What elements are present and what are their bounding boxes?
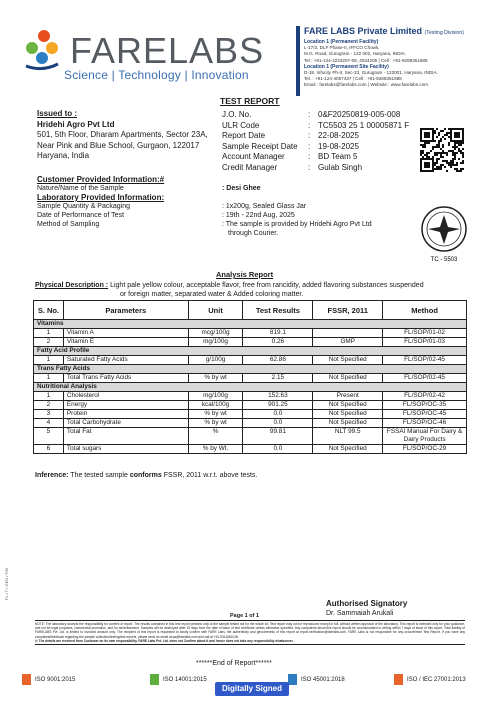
company-sub: (Testing Division): [424, 30, 465, 36]
meta-row: Sample Receipt Date : 19-08-2025: [222, 141, 359, 151]
table-cell: FL/SOP/01-03: [383, 338, 467, 347]
table-cell: FL/SOP/OC-29: [383, 445, 467, 454]
signatory-title: Authorised Signatory: [326, 599, 408, 608]
table-cell: Not Specified: [313, 419, 383, 428]
table-cell: FSSAI Manual For Dairy & Dairy Products: [383, 428, 467, 445]
cust-row-value: : 19th - 22nd Aug, 2025: [222, 212, 295, 219]
cert-mark-icon: [394, 674, 403, 685]
table-row: [34, 356, 467, 365]
table-cell: % by wt: [188, 419, 243, 428]
table-cell: FL/SOP/01-02: [383, 329, 467, 338]
table-cell: 0.0: [243, 410, 313, 419]
table-cell: 152.63: [243, 392, 313, 401]
nabl-seal-icon: [418, 205, 470, 263]
client-addr-1: 501, 5th Floor, Dharam Apartments, Sector 23A,: [37, 130, 208, 139]
meta-value: Gulab Singh: [318, 162, 363, 172]
table-cell: g/100g: [188, 356, 243, 365]
report-title: TEST REPORT: [220, 96, 280, 106]
meta-value: 0&F20250819-005-008: [318, 110, 401, 119]
table-cell: FL/SOP/OC-35: [383, 401, 467, 410]
inference-bold: conforms: [129, 472, 162, 479]
phys-label: Physical Description :: [35, 282, 109, 289]
table-cell: 6: [34, 445, 64, 454]
table-cell: mcg/100g: [188, 329, 243, 338]
table-cell: 901.25: [243, 401, 313, 410]
sample-name-value: Desi Ghee: [226, 185, 261, 192]
farelabs-logo-icon: [22, 28, 62, 72]
table-cell: % by wt: [188, 374, 243, 383]
issued-label: Issued to :: [37, 109, 78, 118]
logo-name: FARELABS: [70, 30, 265, 71]
table-cell: Not Specified: [313, 356, 383, 365]
loc2-title: Location 1 (Permanent Site Facility): [304, 63, 389, 70]
table-row: [34, 392, 467, 401]
note-last: #: The details are received from Customer on its own responsibility. FARE Labs Pvt. Ltd. does not Confirm about it and hence does not take any responsibility whatsoever.: [35, 638, 294, 643]
meta-label: Report Date: [222, 131, 266, 140]
table-cell: Not Specified: [313, 374, 383, 383]
loc2-addr: D-18, Infocity Ph-II, Sec-33, Gurugram - 122001, Haryana, INDIA.: [304, 70, 438, 76]
column-header: Method: [383, 301, 467, 320]
cert-label: ISO 45001:2018: [301, 676, 345, 683]
meta-label: Sample Receipt Date: [222, 141, 298, 151]
cust-row-label: Method of Sampling: [37, 221, 100, 228]
meta-value: TC5503 25 1 00005871 F: [318, 120, 410, 130]
qr-code-icon: [420, 128, 464, 172]
meta-value: 22-08-2025: [318, 131, 359, 140]
group-name: Nutritional Analysis: [34, 383, 467, 392]
table-cell: 819.1: [243, 329, 313, 338]
cert-label: ISO 9001:2015: [35, 676, 76, 683]
digitally-signed-badge: Digitally Signed: [215, 682, 289, 696]
table-cell: FL/SOP/02-45: [383, 374, 467, 383]
company-address-block: [296, 26, 496, 89]
column-header: FSSR, 2011: [313, 301, 383, 320]
table-cell: Vitamin A: [63, 329, 188, 338]
table-cell: Total sugars: [63, 445, 188, 454]
analysis-title: Analysis Report: [216, 270, 274, 279]
group-row: [34, 383, 467, 392]
cert-iso-45001: [288, 674, 345, 685]
phys-text-2: or foreign matter, separated water & Added coloring matter.: [120, 290, 304, 298]
table-cell: %: [188, 428, 243, 445]
cert-mark-icon: [22, 674, 31, 685]
table-cell: mg/100g: [188, 392, 243, 401]
meta-label: Account Manager: [222, 152, 285, 161]
table-cell: Total Fat: [63, 428, 188, 445]
table-cell: Vitamin E: [63, 338, 188, 347]
meta-label: ULR Code: [222, 120, 260, 130]
sample-name-label: Nature/Name of the Sample: [37, 185, 124, 192]
table-row: [34, 419, 467, 428]
table-cell: kcal/100g: [188, 401, 243, 410]
note-text: NOTE: The laboratory accepts the responsibility for content of report. The results contained in this test report pertains only to the sample tested not for the whole lot. Test report may not be reproduced except in full, without written approval of the laboratory. This report is intended only for your guidance, and not for legal purposes, commercial promotion, and for advertisement. Samples will be destroyed after 15 days from the date of issue of test certificate unless otherwise specified. Any complaints about this report should be communicated in writing within 7 days of issue of this report. Total liability of FARELABS Pvt. Ltd. is limited to invoiced amount only. The recipient of this report is requested to kindly confirm with FARE Labs, the authenticity and genuineness of this report at report.verification@farelabs.com. FARE Labs is not responsible for any unconfirmed Test Report. If you have any complaints/feedback regarding the sample collection/testing/test reports, please send an email at qa@farelabs.com and call at +91-9311661018.: [35, 622, 465, 639]
inference-label: Inference:: [35, 472, 69, 479]
sampling-cont: through Courier.: [228, 230, 279, 237]
table-cell: % by wt: [188, 410, 243, 419]
meta-row: Credit Manager : Gulab Singh: [222, 162, 363, 172]
meta-label: J.O. No.: [222, 110, 252, 119]
table-cell: Total Trans Fatty Acids: [63, 374, 188, 383]
cert-mark-icon: [150, 674, 159, 685]
table-cell: Not Specified: [313, 445, 383, 454]
customer-heading: Customer Provided Information:#: [37, 175, 165, 184]
group-row: [34, 320, 467, 329]
cust-row-label: Sample Quantity & Packaging: [37, 203, 130, 210]
table-cell: FL/SOP/02-42: [383, 392, 467, 401]
column-header: Test Results: [243, 301, 313, 320]
group-row: [34, 365, 467, 374]
table-cell: 2.15: [243, 374, 313, 383]
cust-row-label: Date of Performance of Test: [37, 212, 125, 219]
table-cell: mg/100g: [188, 338, 243, 347]
table-row: [34, 410, 467, 419]
signatory-name: Dr. Sammaiah Arukali: [326, 610, 394, 617]
logo-tagline: Science | Technology | Innovation: [64, 68, 249, 82]
report-meta: [222, 110, 412, 173]
contact-email: Email : farelabs@farelabs.com | Website : www.farelabs.com: [304, 82, 428, 88]
table-cell: Not Specified: [313, 401, 383, 410]
meta-row: ULR Code : TC5503 25 1 00005871 F: [222, 120, 410, 130]
cert-mark-icon: [288, 674, 297, 685]
table-cell: 2: [34, 338, 64, 347]
group-name: Fatty Acid Profile: [34, 347, 467, 356]
column-header: S. No.: [34, 301, 64, 320]
table-cell: 0.0: [243, 419, 313, 428]
table-cell: FL/SOP/OC-46: [383, 419, 467, 428]
table-cell: Cholesterol: [63, 392, 188, 401]
table-cell: 0.0: [243, 445, 313, 454]
table-cell: % by Wt.: [188, 445, 243, 454]
disclaimer-note: [35, 620, 465, 645]
table-cell: GMP: [313, 338, 383, 347]
loc2-tel: Tel. : +91-124-4057437 | Cell : +91-9289351688: [304, 76, 402, 82]
phys-text: Light pale yellow colour, acceptable flavor, free from rancidity, added flavoring substances suspended: [110, 282, 424, 289]
table-row: [34, 329, 467, 338]
table-cell: NLT 99.5: [313, 428, 383, 445]
loc1-addr: L-17/3, DLF Phase-II, IFFCO Chowk,: [304, 45, 380, 51]
seal-code: TC - 5503: [430, 257, 458, 263]
inference-pre: The tested sample: [70, 472, 128, 479]
form-code: FL / T / GEN / F25: [4, 567, 9, 600]
client-name: Hridehi Agro Pvt Ltd: [37, 119, 115, 129]
table-cell: 4: [34, 419, 64, 428]
customer-info: Customer Provided Information:# Nature/Name of the Sample : Desi Ghee Laboratory Provided Information: Sample Quantity & Packaging : 1x200g, Sealed Glass Jar Date of Performance of Test : 19th - 22nd Aug, 2025 Method of Sampling : The sample is provided by Hridehi Agro Pvt Ltd through Courier.: [37, 175, 417, 238]
table-cell: 1: [34, 356, 64, 365]
table-cell: 62.86: [243, 356, 313, 365]
lab-heading: Laboratory Provided Information:: [37, 193, 165, 202]
loc1-tel: Tel : +91-124-4223207-08, 4034205 | Cell : +91-9289351688: [304, 57, 428, 63]
client-addr-2: Near Pink and Blue School, Gurgaon, 122017: [37, 140, 200, 150]
table-row: [34, 338, 467, 347]
meta-row: J.O. No. : 0&F20250819-005-008: [222, 110, 401, 119]
table-row: [34, 374, 467, 383]
table-cell: 0.26: [243, 338, 313, 347]
table-cell: Protein: [63, 410, 188, 419]
loc1-title: Location 1 (Permanent Facility): [304, 39, 379, 45]
table-cell: 5: [34, 428, 64, 445]
table-cell: 1: [34, 329, 64, 338]
inference-post: FSSR, 2011 w.r.t. above tests.: [163, 472, 258, 479]
inference: [35, 472, 257, 479]
meta-value: BD Team 5: [318, 152, 358, 161]
table-cell: Energy: [63, 401, 188, 410]
table-cell: 3: [34, 410, 64, 419]
table-row: [34, 401, 467, 410]
group-name: Trans Fatty Acids: [34, 365, 467, 374]
cert-iso-14001: [150, 674, 207, 685]
company-name: FARE LABS Private Limited: [304, 26, 423, 36]
group-row: [34, 347, 467, 356]
table-cell: Not Specified: [313, 410, 383, 419]
column-header: Parameters: [63, 301, 188, 320]
table-cell: 2: [34, 401, 64, 410]
cert-iso-9001: [22, 674, 75, 685]
table-row: [34, 428, 467, 445]
meta-row: Account Manager : BD Team 5: [222, 152, 358, 161]
table-cell: Present: [313, 392, 383, 401]
cust-row-value: : The sample is provided by Hridehi Agro Pvt Ltd: [222, 221, 372, 228]
table-cell: Total Carbohydrate: [63, 419, 188, 428]
table-cell: FL/SOP/02-45: [383, 356, 467, 365]
end-of-report: ******End of Report******: [196, 660, 272, 667]
table-cell: Saturated Fatty Acids: [63, 356, 188, 365]
results-table: [33, 300, 467, 454]
loc1-addr2: M.G. Road, Gurugram - 122 002, Haryana, INDIA.: [304, 51, 407, 57]
table-cell: 1: [34, 374, 64, 383]
table-cell: 1: [34, 392, 64, 401]
meta-label: Credit Manager: [222, 162, 278, 172]
page-number: Page 1 of 1: [230, 613, 260, 619]
meta-value: 19-08-2025: [318, 141, 359, 151]
table-cell: 99.81: [243, 428, 313, 445]
table-cell: FL/SOP/OC-45: [383, 410, 467, 419]
meta-row: Report Date : 22-08-2025: [222, 131, 359, 140]
client-addr-3: Haryana, India: [37, 151, 90, 160]
physical-description: [35, 282, 467, 299]
group-name: Vitamins: [34, 320, 467, 329]
table-cell: [313, 329, 383, 338]
column-header: Unit: [188, 301, 243, 320]
cert-iso-27001: [394, 674, 466, 685]
cert-label: ISO / IEC 27001:2013: [407, 676, 466, 683]
table-row: [34, 445, 467, 454]
cert-label: ISO 14001:2015: [163, 676, 207, 683]
cust-row-value: : 1x200g, Sealed Glass Jar: [222, 203, 307, 210]
